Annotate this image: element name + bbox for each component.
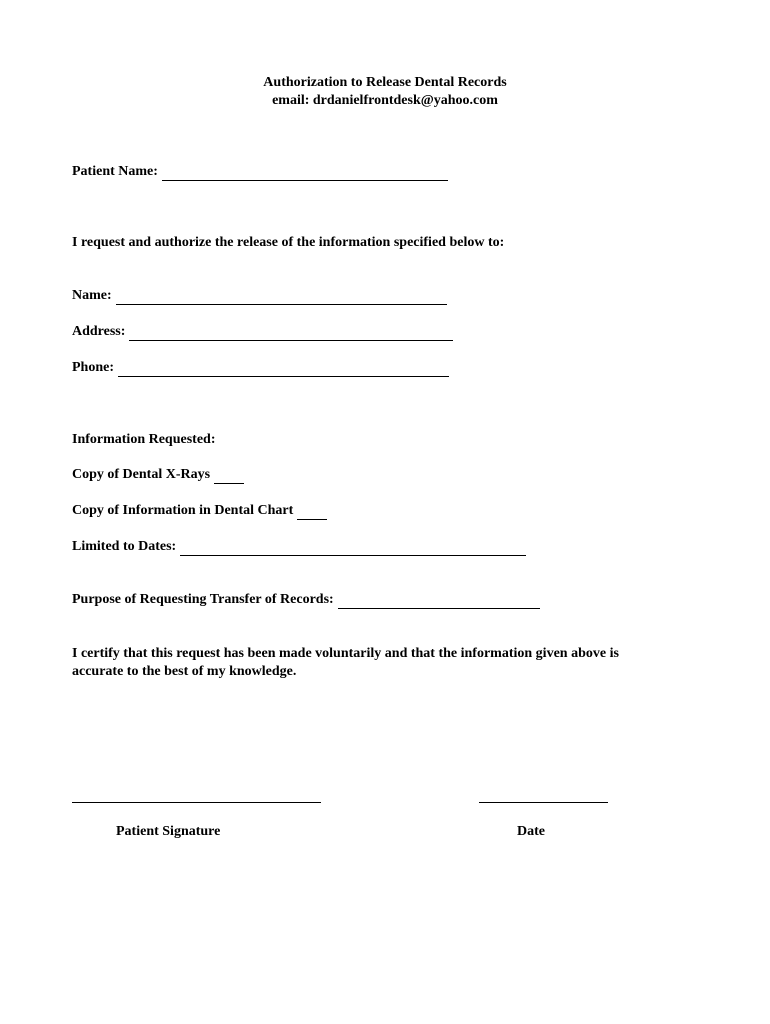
chart-label: Copy of Information in Dental Chart (72, 503, 294, 518)
recipient-address-label: Address: (72, 324, 126, 339)
recipient-name-label: Name: (72, 288, 112, 303)
recipient-name-row (72, 287, 447, 305)
chart-check-field[interactable] (297, 507, 327, 520)
dates-label: Limited to Dates: (72, 539, 177, 554)
xrays-check-field[interactable] (214, 471, 244, 484)
information-requested-heading: Information Requested: (72, 432, 216, 447)
patient-name-field[interactable] (162, 168, 448, 181)
recipient-phone-label: Phone: (72, 360, 114, 375)
recipient-address-field[interactable] (129, 328, 453, 341)
certification-statement: I certify that this request has been made voluntarily and that the information given above is accurate to the best of my knowledge. (72, 646, 619, 679)
recipient-phone-field[interactable] (118, 364, 449, 377)
form-title: Authorization to Release Dental Records (263, 75, 507, 90)
date-label: Date (517, 824, 545, 839)
purpose-field[interactable] (338, 596, 540, 609)
recipient-name-field[interactable] (116, 292, 447, 305)
patient-name-label: Patient Name: (72, 164, 158, 179)
patient-signature-label: Patient Signature (116, 824, 221, 839)
request-statement: I request and authorize the release of the information specified below to: (72, 235, 505, 250)
patient-signature-line[interactable] (72, 802, 321, 803)
recipient-phone-row (72, 359, 449, 377)
recipient-address-row (72, 323, 453, 341)
patient-name-row (72, 163, 448, 181)
form-email: email: drdanielfrontdesk@yahoo.com (272, 93, 498, 108)
chart-row (72, 502, 327, 520)
dates-field[interactable] (180, 543, 526, 556)
dates-row (72, 538, 526, 556)
xrays-label: Copy of Dental X-Rays (72, 467, 211, 482)
purpose-label: Purpose of Requesting Transfer of Records: (72, 592, 334, 607)
xrays-row (72, 466, 244, 484)
purpose-row (72, 591, 540, 609)
date-line[interactable] (479, 802, 608, 803)
